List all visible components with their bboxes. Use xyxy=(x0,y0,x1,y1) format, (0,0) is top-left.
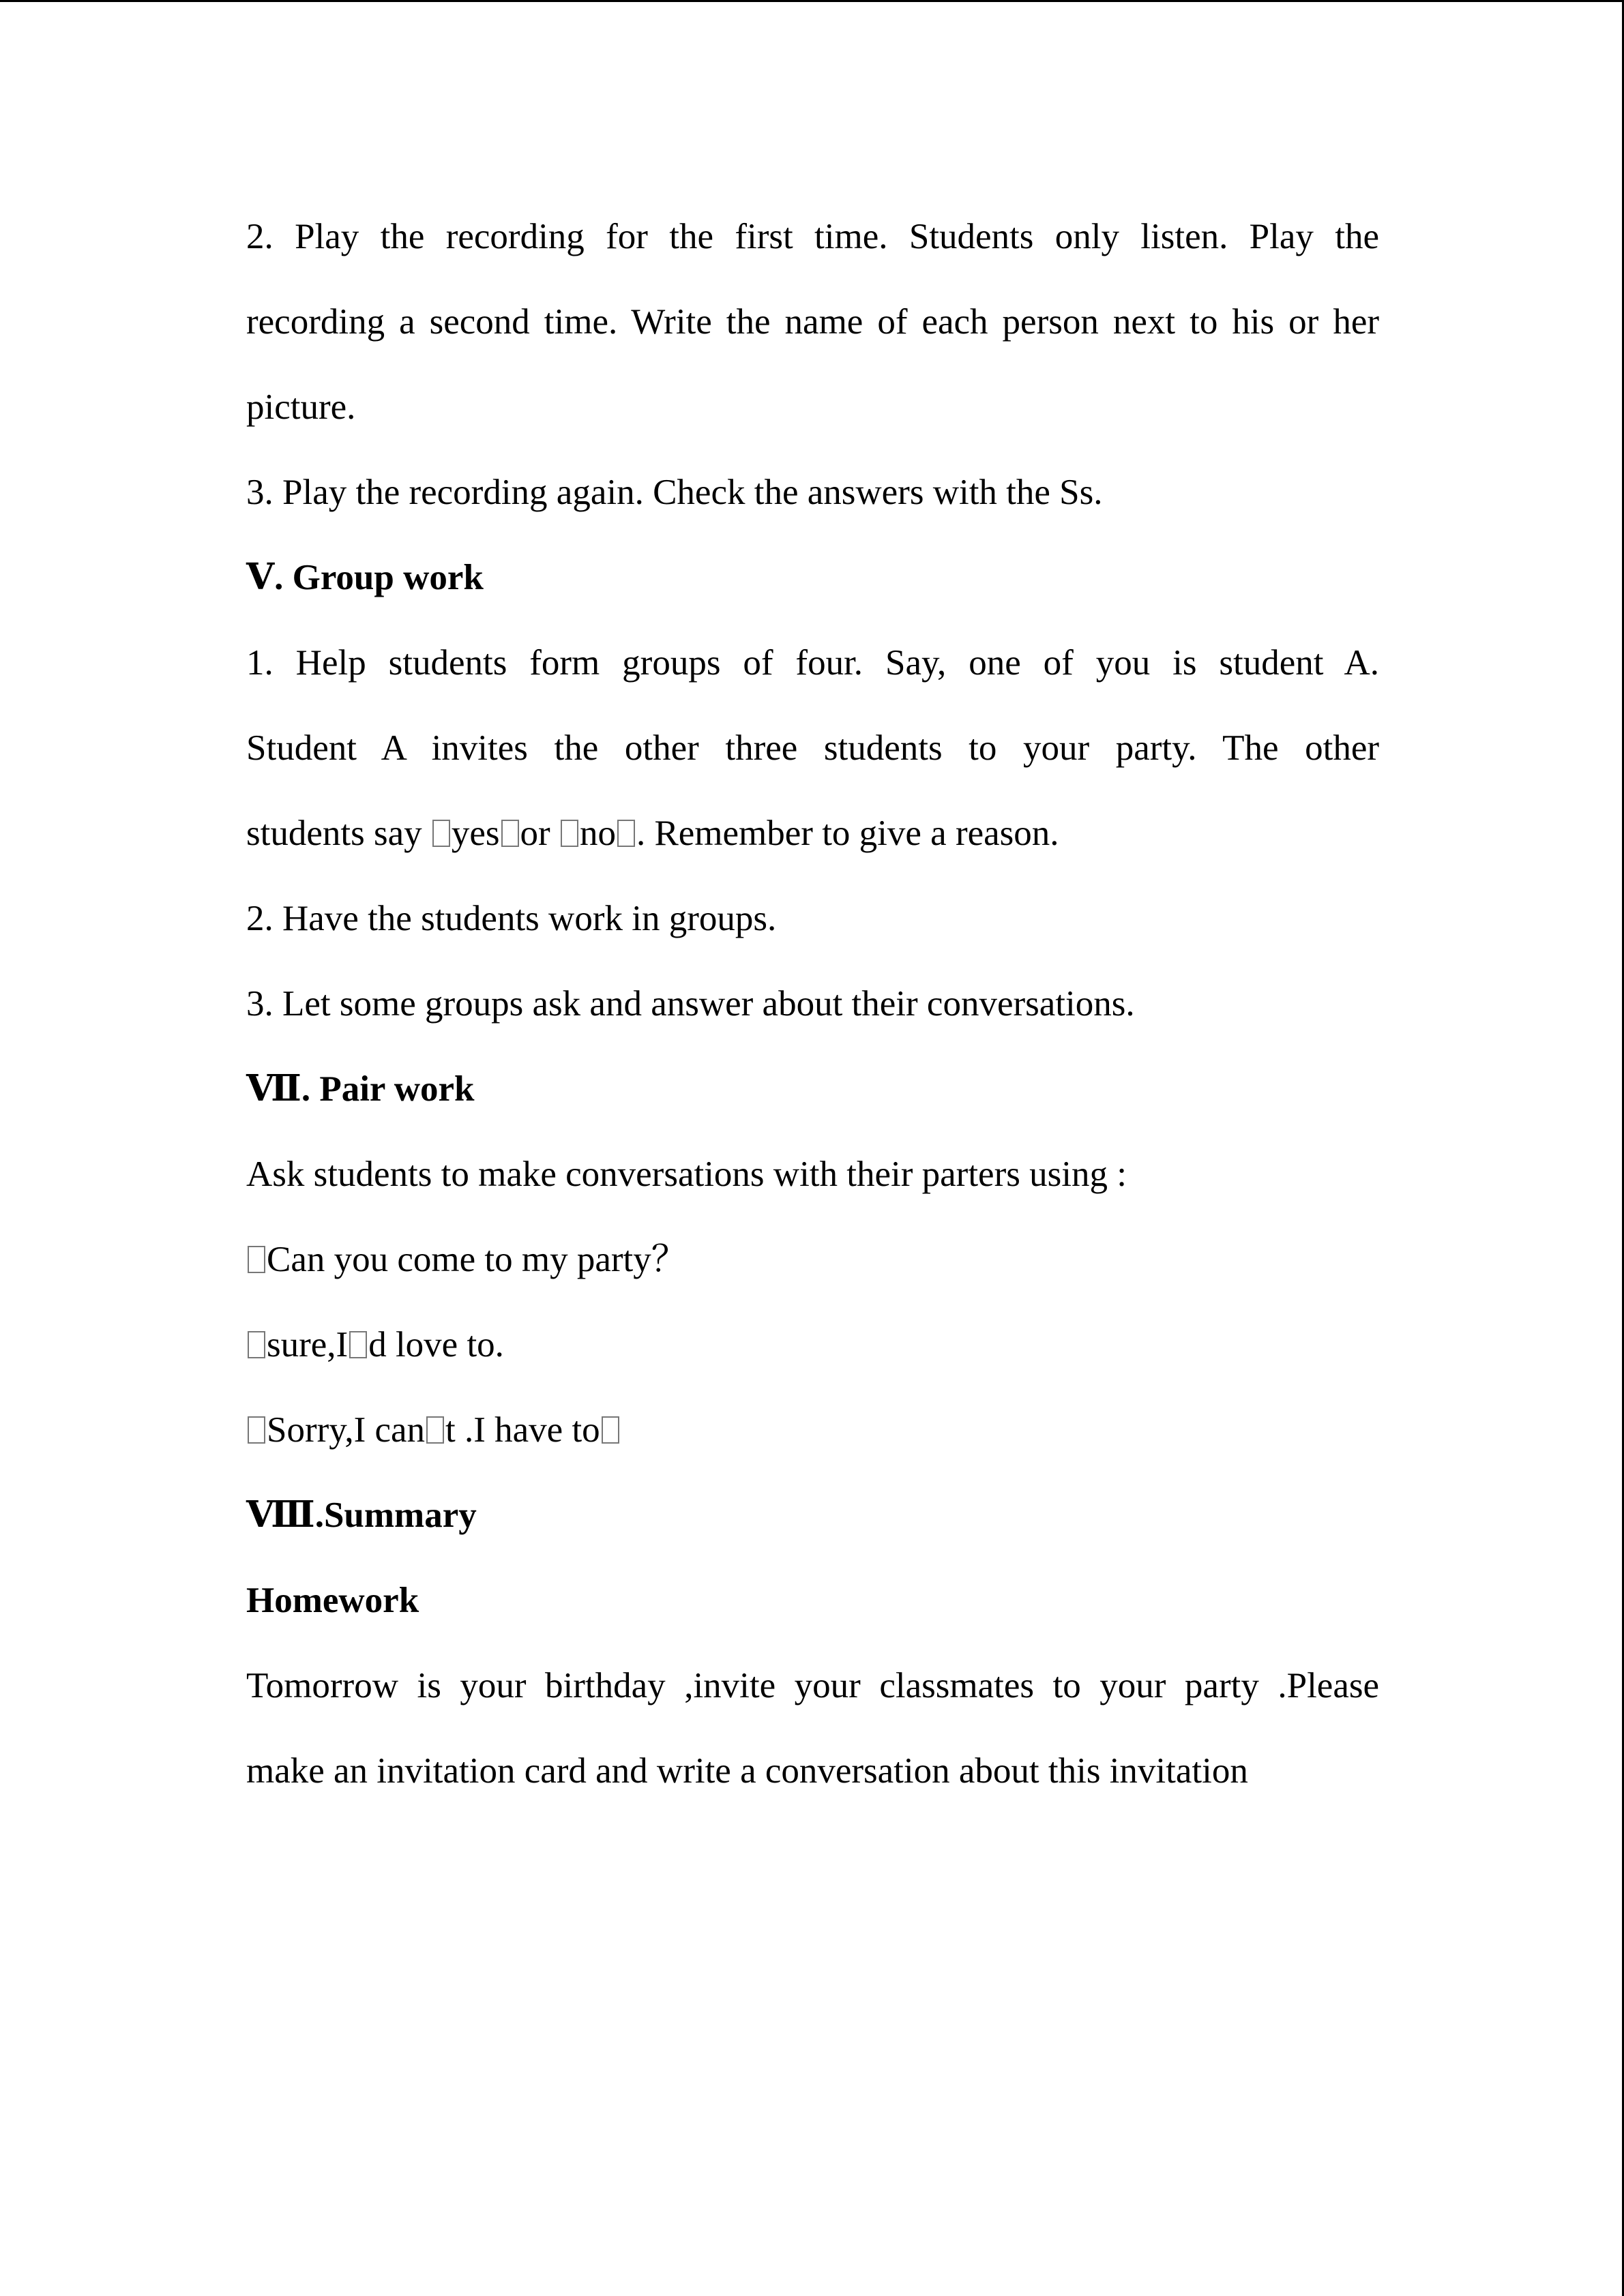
group-work-step1-line2: Student A invites the other three students to your party. The other xyxy=(246,728,1379,768)
paragraph-step3: 3. Play the recording again. Check the answers with the Ss. xyxy=(246,473,1103,512)
section-heading-summary: Ⅷ.Summary xyxy=(246,1495,477,1535)
text-yes: yes xyxy=(451,814,500,853)
document-page xyxy=(246,194,1379,1814)
phrase-1-text: Can you come to my party？ xyxy=(267,1240,688,1279)
missing-glyph-icon xyxy=(561,820,578,847)
homework-line2: make an invitation card and write a conversation about this invitation xyxy=(246,1751,1248,1791)
phrase-3-text-b: t .I have to xyxy=(445,1410,600,1450)
phrase-2-text-b: d love to. xyxy=(368,1325,504,1365)
phrase-3-text-a: Sorry,I can xyxy=(267,1410,426,1450)
group-work-step2: 2. Have the students work in groups. xyxy=(246,899,777,938)
text-or: or xyxy=(520,814,550,853)
text-remember-reason: . Remember to give a reason. xyxy=(636,814,1059,853)
paragraph-step2-line1: 2. Play the recording for the first time. Students only listen. Play the xyxy=(246,217,1379,256)
page-top-border xyxy=(0,0,1624,2)
missing-glyph-icon xyxy=(432,820,450,847)
pair-work-phrase-3 xyxy=(246,1388,1379,1473)
missing-glyph-icon xyxy=(248,1331,265,1358)
phrase-2-text-a: sure,I xyxy=(267,1325,349,1365)
missing-glyph-icon xyxy=(617,820,635,847)
missing-glyph-icon xyxy=(426,1416,444,1444)
group-work-step1-line3 xyxy=(246,791,1379,876)
paragraph-step2-line3: picture. xyxy=(246,387,356,427)
missing-glyph-icon xyxy=(248,1416,265,1444)
homework-line1: Tomorrow is your birthday ,invite your classmates to your party .Please xyxy=(246,1666,1379,1705)
section-heading-pair-work: Ⅶ. Pair work xyxy=(246,1069,475,1109)
group-work-step1-line1: 1. Help students form groups of four. Say, one of you is student A. xyxy=(246,643,1379,683)
group-work-step3: 3. Let some groups ask and answer about their conversations. xyxy=(246,984,1135,1024)
missing-glyph-icon xyxy=(602,1416,619,1444)
pair-work-phrase-1 xyxy=(246,1217,1379,1302)
pair-work-phrase-2 xyxy=(246,1302,1379,1388)
missing-glyph-icon xyxy=(349,1331,367,1358)
pair-work-intro: Ask students to make conversations with their parters using : xyxy=(246,1154,1127,1194)
text-no: no xyxy=(579,814,616,853)
text-students-say: students say xyxy=(246,814,422,853)
section-heading-homework: Homework xyxy=(246,1581,419,1620)
missing-glyph-icon xyxy=(501,820,519,847)
paragraph-step2-line2: recording a second time. Write the name of each person next to his or her xyxy=(246,302,1379,342)
missing-glyph-icon xyxy=(248,1246,265,1273)
section-heading-group-work: Ⅴ. Group work xyxy=(246,558,484,597)
